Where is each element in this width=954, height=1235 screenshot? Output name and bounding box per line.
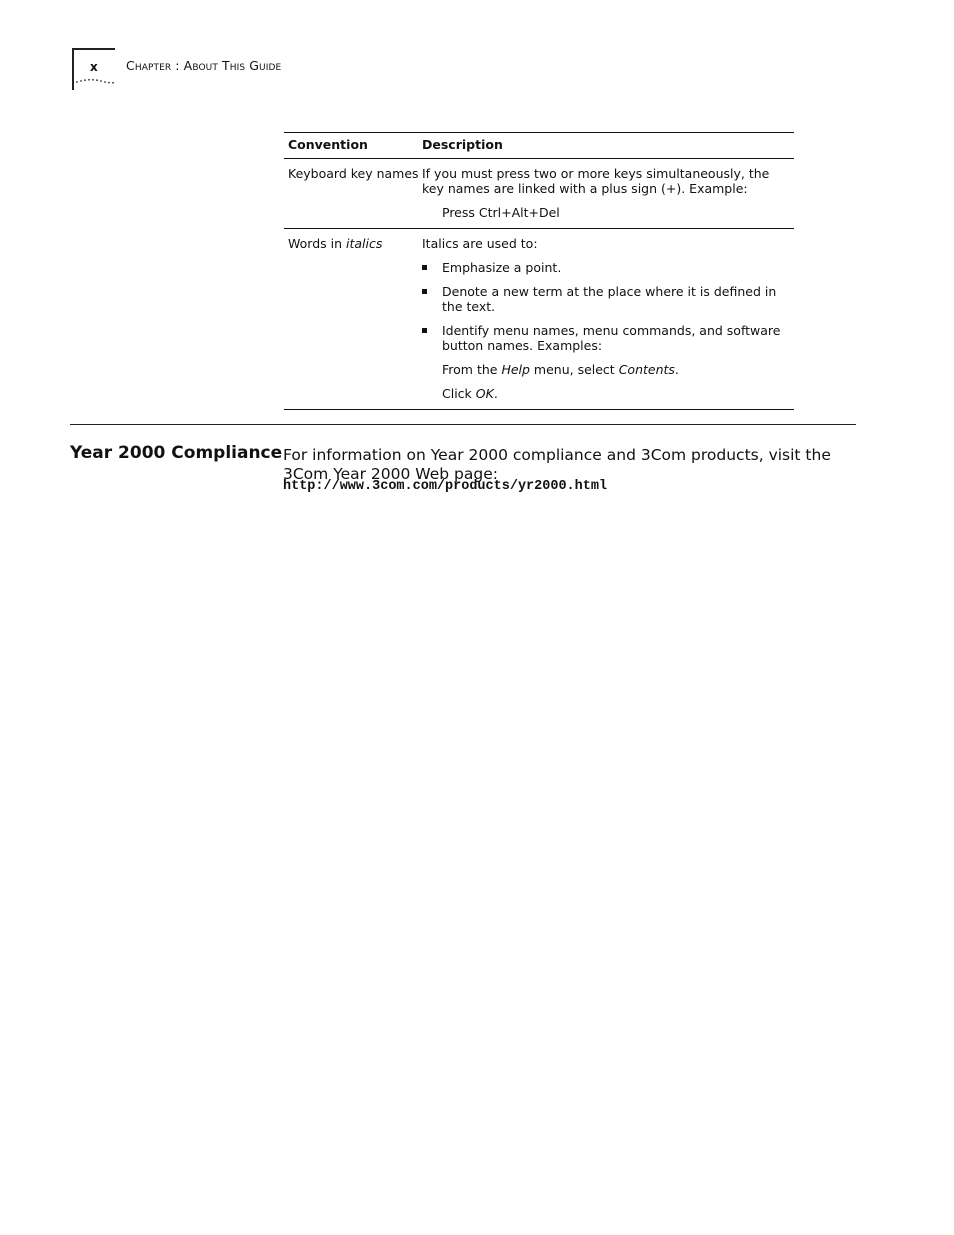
square-bullet-icon bbox=[422, 289, 427, 294]
example-text bbox=[442, 362, 788, 377]
page-number: x bbox=[90, 60, 98, 74]
column-header-convention: Convention bbox=[288, 137, 368, 152]
description-text: If you must press two or more keys simultaneously, the key names are linked with a plus sign (+). Example: bbox=[422, 166, 770, 196]
square-bullet-icon bbox=[422, 328, 427, 333]
table-row bbox=[284, 228, 794, 409]
description-cell bbox=[422, 166, 794, 220]
example-prefix: From the bbox=[442, 362, 502, 377]
section-title: Year 2000 Compliance bbox=[70, 443, 283, 464]
column-header-description: Description bbox=[422, 137, 503, 152]
web-page-url: http://www.3com.com/products/yr2000.html bbox=[283, 479, 608, 494]
description-intro: Italics are used to: bbox=[422, 236, 538, 251]
example-command-name: Contents bbox=[618, 362, 675, 377]
section-divider bbox=[70, 424, 856, 425]
table-header-row bbox=[284, 133, 794, 158]
bullet-item bbox=[422, 323, 788, 353]
example-prefix: Click bbox=[442, 386, 476, 401]
example-suffix: . bbox=[493, 386, 498, 401]
convention-prefix: Words in bbox=[288, 236, 346, 251]
example-button-name: OK bbox=[475, 386, 494, 401]
conventions-table bbox=[284, 132, 794, 410]
header-dotted-curve bbox=[75, 76, 117, 86]
table-row bbox=[284, 158, 794, 228]
convention-italic: italics bbox=[345, 236, 383, 251]
section-body-text: For information on Year 2000 compliance and 3Com products, visit the 3Com Year 2000 Web page: bbox=[283, 445, 831, 483]
square-bullet-icon bbox=[422, 265, 427, 270]
bullet-text: Emphasize a point. bbox=[442, 260, 562, 275]
page-header bbox=[72, 48, 312, 92]
header-corner-horizontal-rule bbox=[72, 48, 115, 50]
bullet-list bbox=[422, 260, 788, 353]
header-corner-vertical-rule bbox=[72, 48, 74, 90]
convention-cell bbox=[284, 236, 422, 401]
example-suffix: . bbox=[674, 362, 679, 377]
bullet-text: Denote a new term at the place where it is defined in the text. bbox=[442, 284, 777, 314]
example-text bbox=[442, 386, 788, 401]
bullet-item bbox=[422, 284, 788, 314]
example-menu-name: Help bbox=[501, 362, 530, 377]
convention-cell: Keyboard key names bbox=[288, 166, 419, 181]
example-middle: menu, select bbox=[529, 362, 619, 377]
bullet-item bbox=[422, 260, 788, 275]
example-text: Press Ctrl+Alt+Del bbox=[442, 205, 560, 220]
running-head: Chapter : About This Guide bbox=[126, 58, 282, 73]
bullet-text: Identify menu names, menu commands, and software button names. Examples: bbox=[442, 323, 781, 353]
description-cell bbox=[422, 236, 794, 401]
